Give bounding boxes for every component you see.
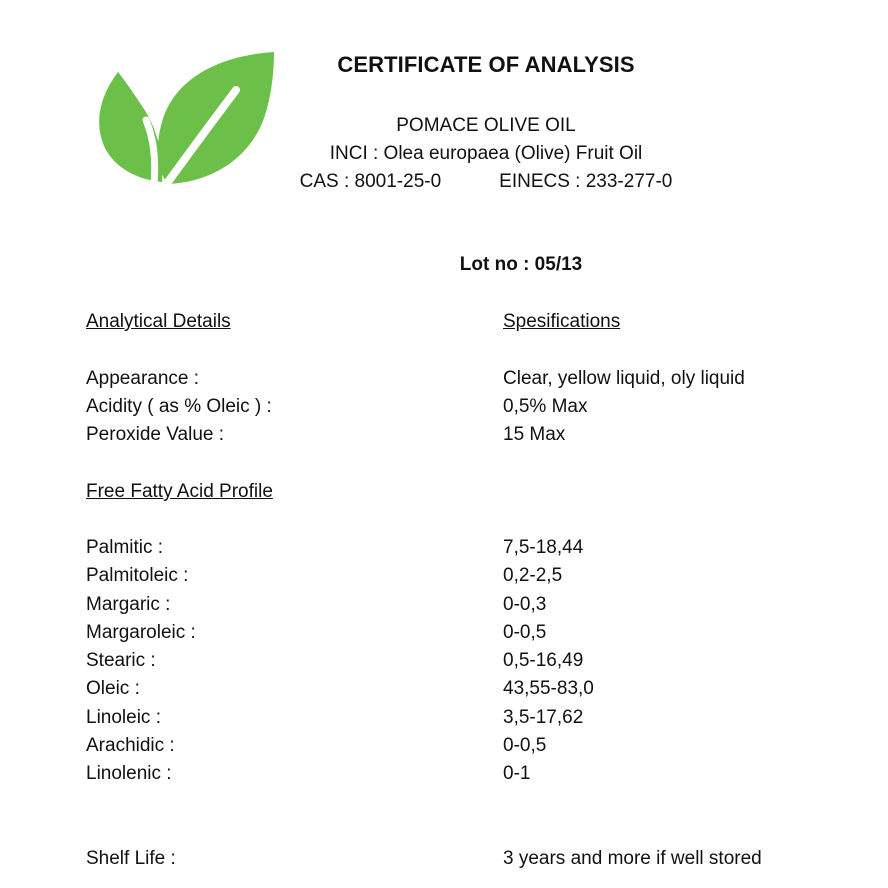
product-header — [0, 112, 888, 196]
fatty-acid-value: 7,5-18,44 — [503, 537, 584, 558]
fatty-acid-label: Oleic : — [86, 678, 140, 699]
fatty-acid-heading: Free Fatty Acid Profile — [86, 481, 273, 502]
shelf-life-value: 3 years and more if well stored — [503, 848, 762, 869]
shelf-life-label: Shelf Life : — [86, 848, 176, 869]
analytical-value: 0,5% Max — [503, 396, 588, 417]
fatty-acid-value: 0-0,5 — [503, 622, 547, 643]
specifications-heading: Spesifications — [503, 311, 621, 332]
lot-number: Lot no : 05/13 — [459, 254, 583, 275]
fatty-acid-value: 0,2-2,5 — [503, 565, 563, 586]
document-title: CERTIFICATE OF ANALYSIS — [337, 52, 635, 77]
inci-line: INCI : Olea europaea (Olive) Fruit Oil — [329, 143, 643, 164]
fatty-acid-value: 0-0,5 — [503, 735, 547, 756]
analytical-label: Appearance : — [86, 368, 200, 389]
fatty-acid-value: 43,55-83,0 — [503, 678, 594, 699]
fatty-acid-label: Linoleic : — [86, 707, 161, 728]
cas-number: CAS : 8001-25-0 — [299, 171, 442, 192]
analytical-value: 15 Max — [503, 424, 566, 445]
registry-line — [0, 168, 888, 196]
fatty-acid-value: 3,5-17,62 — [503, 707, 584, 728]
fatty-acid-label: Margaric : — [86, 594, 171, 615]
analytical-value: Clear, yellow liquid, oly liquid — [503, 368, 745, 389]
fatty-acid-label: Stearic : — [86, 650, 156, 671]
fatty-acid-label: Palmitic : — [86, 537, 164, 558]
fatty-acid-label: Linolenic : — [86, 763, 172, 784]
fatty-acid-value: 0-1 — [503, 763, 531, 784]
fatty-acid-label: Arachidic : — [86, 735, 175, 756]
fatty-acid-label: Palmitoleic : — [86, 565, 189, 586]
fatty-acid-label: Margaroleic : — [86, 622, 196, 643]
fatty-acid-value: 0-0,3 — [503, 594, 547, 615]
product-name: POMACE OLIVE OIL — [396, 115, 576, 136]
analytical-details-heading: Analytical Details — [86, 311, 231, 332]
fatty-acid-value: 0,5-16,49 — [503, 650, 584, 671]
einecs-number: EINECS : 233-277-0 — [499, 171, 673, 192]
analytical-label: Acidity ( as % Oleic ) : — [86, 396, 272, 417]
analytical-label: Peroxide Value : — [86, 424, 225, 445]
